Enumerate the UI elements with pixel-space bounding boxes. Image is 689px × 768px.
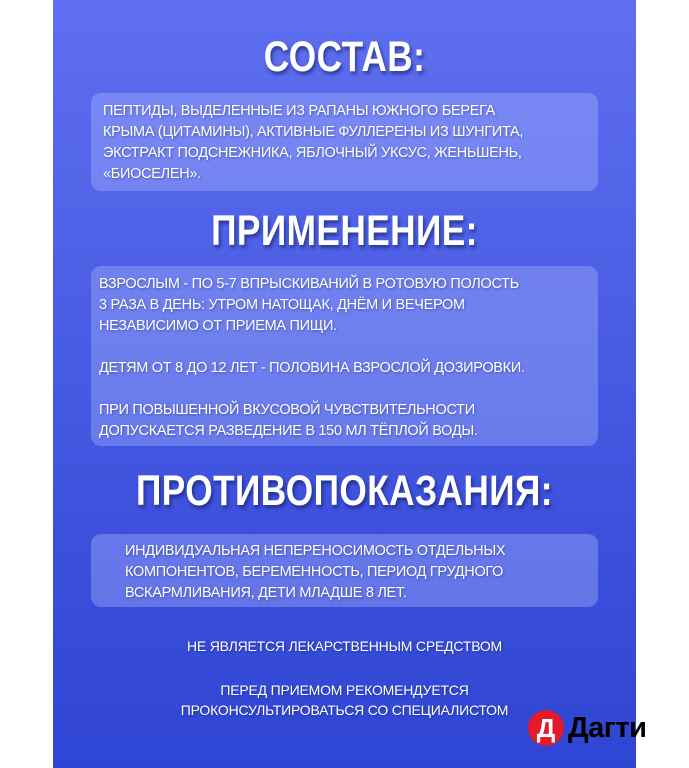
consult-note-line: ПРОКОНСУЛЬТИРОВАТЬСЯ СО СПЕЦИАЛИСТОМ: [180, 702, 509, 718]
dagti-watermark: [528, 708, 646, 748]
composition-line: ПЕПТИДЫ, ВЫДЕЛЕННЫЕ ИЗ РАПАНЫ ЮЖНОГО БЕРЕГА: [103, 103, 496, 119]
composition-line: ЭКСТРАКТ ПОДСНЕЖНИКА, ЯБЛОЧНЫЙ УКСУС, ЖЕНЬШЕНЬ,: [103, 145, 522, 161]
dagti-logo-icon: Д: [528, 710, 564, 746]
contraindications-line: КОМПОНЕНТОВ, БЕРЕМЕННОСТЬ, ПЕРИОД ГРУДНОГО: [125, 564, 504, 580]
usage-sensitivity-line: ДОПУСКАЕТСЯ РАЗВЕДЕНИЕ В 150 МЛ ТЁПЛОЙ ВОДЫ.: [99, 423, 478, 439]
contraindications-box: [91, 534, 598, 607]
usage-heading: ПРИМЕНЕНИЕ:: [211, 207, 478, 255]
composition-box: [91, 93, 598, 191]
dagti-logo-text: Дагти: [568, 711, 647, 744]
usage-sensitivity-line: ПРИ ПОВЫШЕННОЙ ВКУСОВОЙ ЧУВСТВИТЕЛЬНОСТИ: [99, 402, 475, 418]
paragraph-gap: [99, 379, 590, 400]
usage-children-line: ДЕТЯМ ОТ 8 ДО 12 ЛЕТ - ПОЛОВИНА ВЗРОСЛОЙ ДОЗИРОВКИ.: [99, 360, 525, 376]
contraindications-heading: ПРОТИВОПОКАЗАНИЯ:: [136, 467, 553, 515]
usage-box: [91, 266, 598, 446]
paragraph-gap: [99, 337, 590, 358]
consult-note-line: ПЕРЕД ПРИЕМОМ РЕКОМЕНДУЕТСЯ: [220, 682, 469, 698]
info-card: [53, 0, 636, 768]
composition-line: КРЫМА (ЦИТАМИНЫ), АКТИВНЫЕ ФУЛЛЕРЕНЫ ИЗ ШУНГИТА,: [103, 124, 524, 140]
usage-adults-line: ВЗРОСЛЫМ - ПО 5-7 ВПРЫСКИВАНИЙ В РОТОВУЮ ПОЛОСТЬ: [99, 276, 519, 292]
composition-heading: СОСТАВ:: [263, 33, 426, 81]
usage-adults-line: 3 РАЗА В ДЕНЬ: УТРОМ НАТОЩАК, ДНЁМ И ВЕЧЕРОМ: [99, 297, 465, 313]
not-medicine-note: НЕ ЯВЛЯЕТСЯ ЛЕКАРСТВЕННЫМ СРЕДСТВОМ: [186, 638, 503, 654]
contraindications-line: ВСКАРМЛИВАНИЯ, ДЕТИ МЛАДШЕ 8 ЛЕТ.: [125, 585, 407, 601]
composition-line: «БИОСЕЛЕН».: [103, 166, 201, 182]
contraindications-line: ИНДИВИДУАЛЬНАЯ НЕПЕРЕНОСИМОСТЬ ОТДЕЛЬНЫХ: [125, 543, 506, 559]
usage-adults-line: НЕЗАВИСИМО ОТ ПРИЕМА ПИЩИ.: [99, 318, 337, 334]
